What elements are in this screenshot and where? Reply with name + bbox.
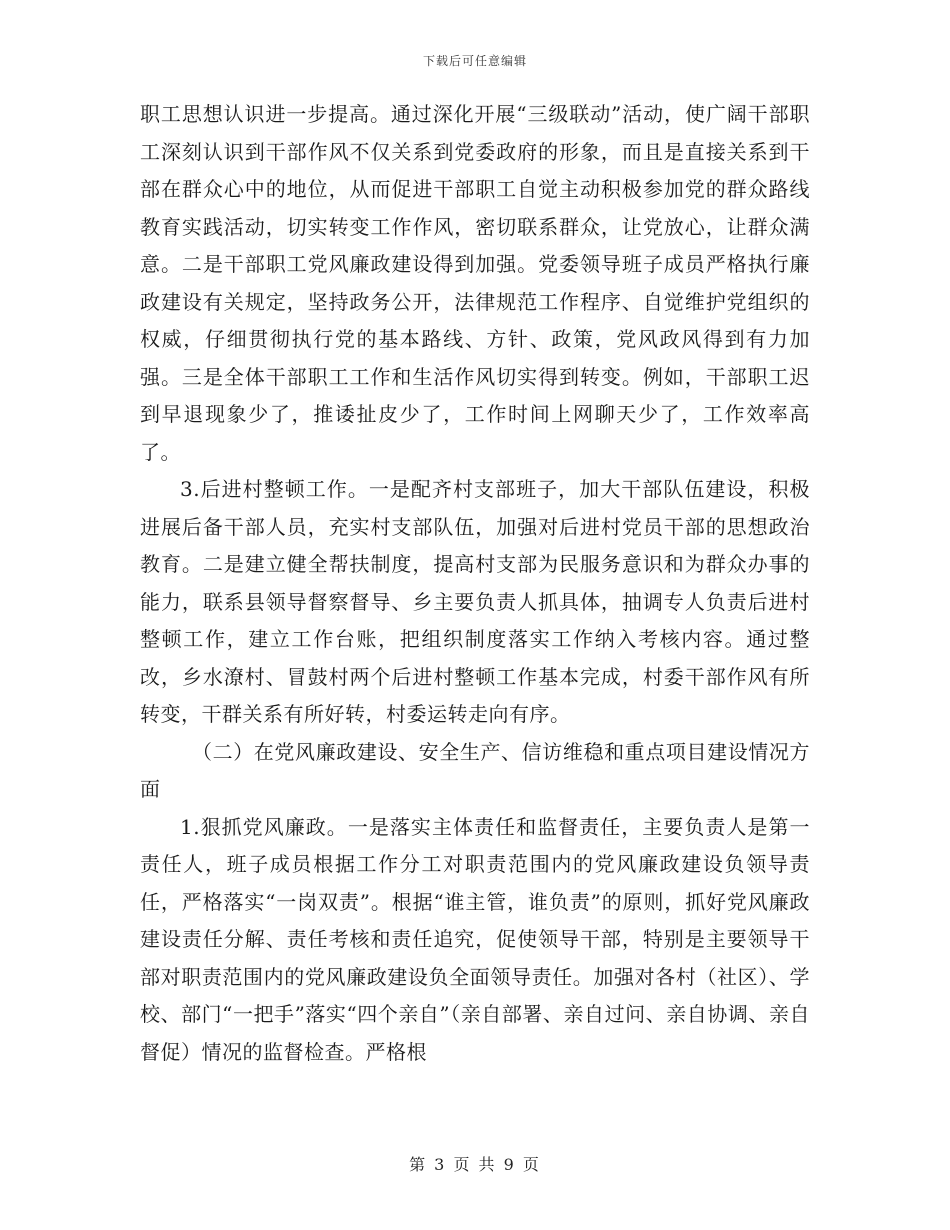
document-body <box>140 96 810 1071</box>
page-header: 下载后可任意编辑 <box>422 54 527 68</box>
paragraph-2: 3.后进村整顿工作。一是配齐村支部班子，加大干部队伍建设，积极进展后备干部人员，充实村支部队伍，加强对后进村党员干部的思想政治教育。二是建立健全帮扶制度，提高村支部为民服务意识和为群众办事的能力，联系县领导督察督导、乡主要负责人抓具体，抽调专人负责后进村整顿工作，建立工作台账，把组织制度落实工作纳入考核内容。通过整改，乡水潦村、冒鼓村两个后进村整顿工作基本完成，村委干部作风有所转变，干群关系有所好转，村委运转走向有序。 <box>140 477 810 726</box>
page-number: 第 3 页 共 9 页 <box>409 1155 541 1174</box>
paragraph-3: 1.狠抓党风廉政。一是落实主体责任和监督责任，主要负责人是第一责任人，班子成员根据工作分工对职责范围内的党风廉政建设负领导责任，严格落实“一岗双责”。根据“谁主管，谁负责”的原则，抓好党风廉政建设责任分解、责任考核和责任追究，促使领导干部，特别是主要领导干部对职责范围内的党风廉政建设负全面领导责任。加强对各村（社区）、学校、部门“一把手”落实“四个亲自”（亲自部署、亲自过问、亲自协调、亲自督促）情况的监督检查。严格根 <box>140 814 810 1064</box>
paragraph-1: 职工思想认识进一步提高。通过深化开展“三级联动”活动，使广阔干部职工深刻认识到干部作风不仅关系到党委政府的形象，而且是直接关系到干部在群众心中的地位，从而促进干部职工自觉主动积极参加党的群众路线教育实践活动，切实转变工作作风，密切联系群众，让党放心，让群众满意。二是干部职工党风廉政建设得到加强。党委领导班子成员严格执行廉政建设有关规定，坚持政务公开，法律规范工作程序、自觉维护党组织的权威，仔细贯彻执行党的基本路线、方针、政策，党风政风得到有力加强。三是全体干部职工工作和生活作风切实得到转变。例如，干部职工迟到早退现象少了，推诿扯皮少了，工作时间上网聊天少了，工作效率高了。 <box>140 102 810 464</box>
section-heading: （二）在党风廉政建设、安全生产、信访维稳和重点项目建设情况方面 <box>140 739 810 801</box>
